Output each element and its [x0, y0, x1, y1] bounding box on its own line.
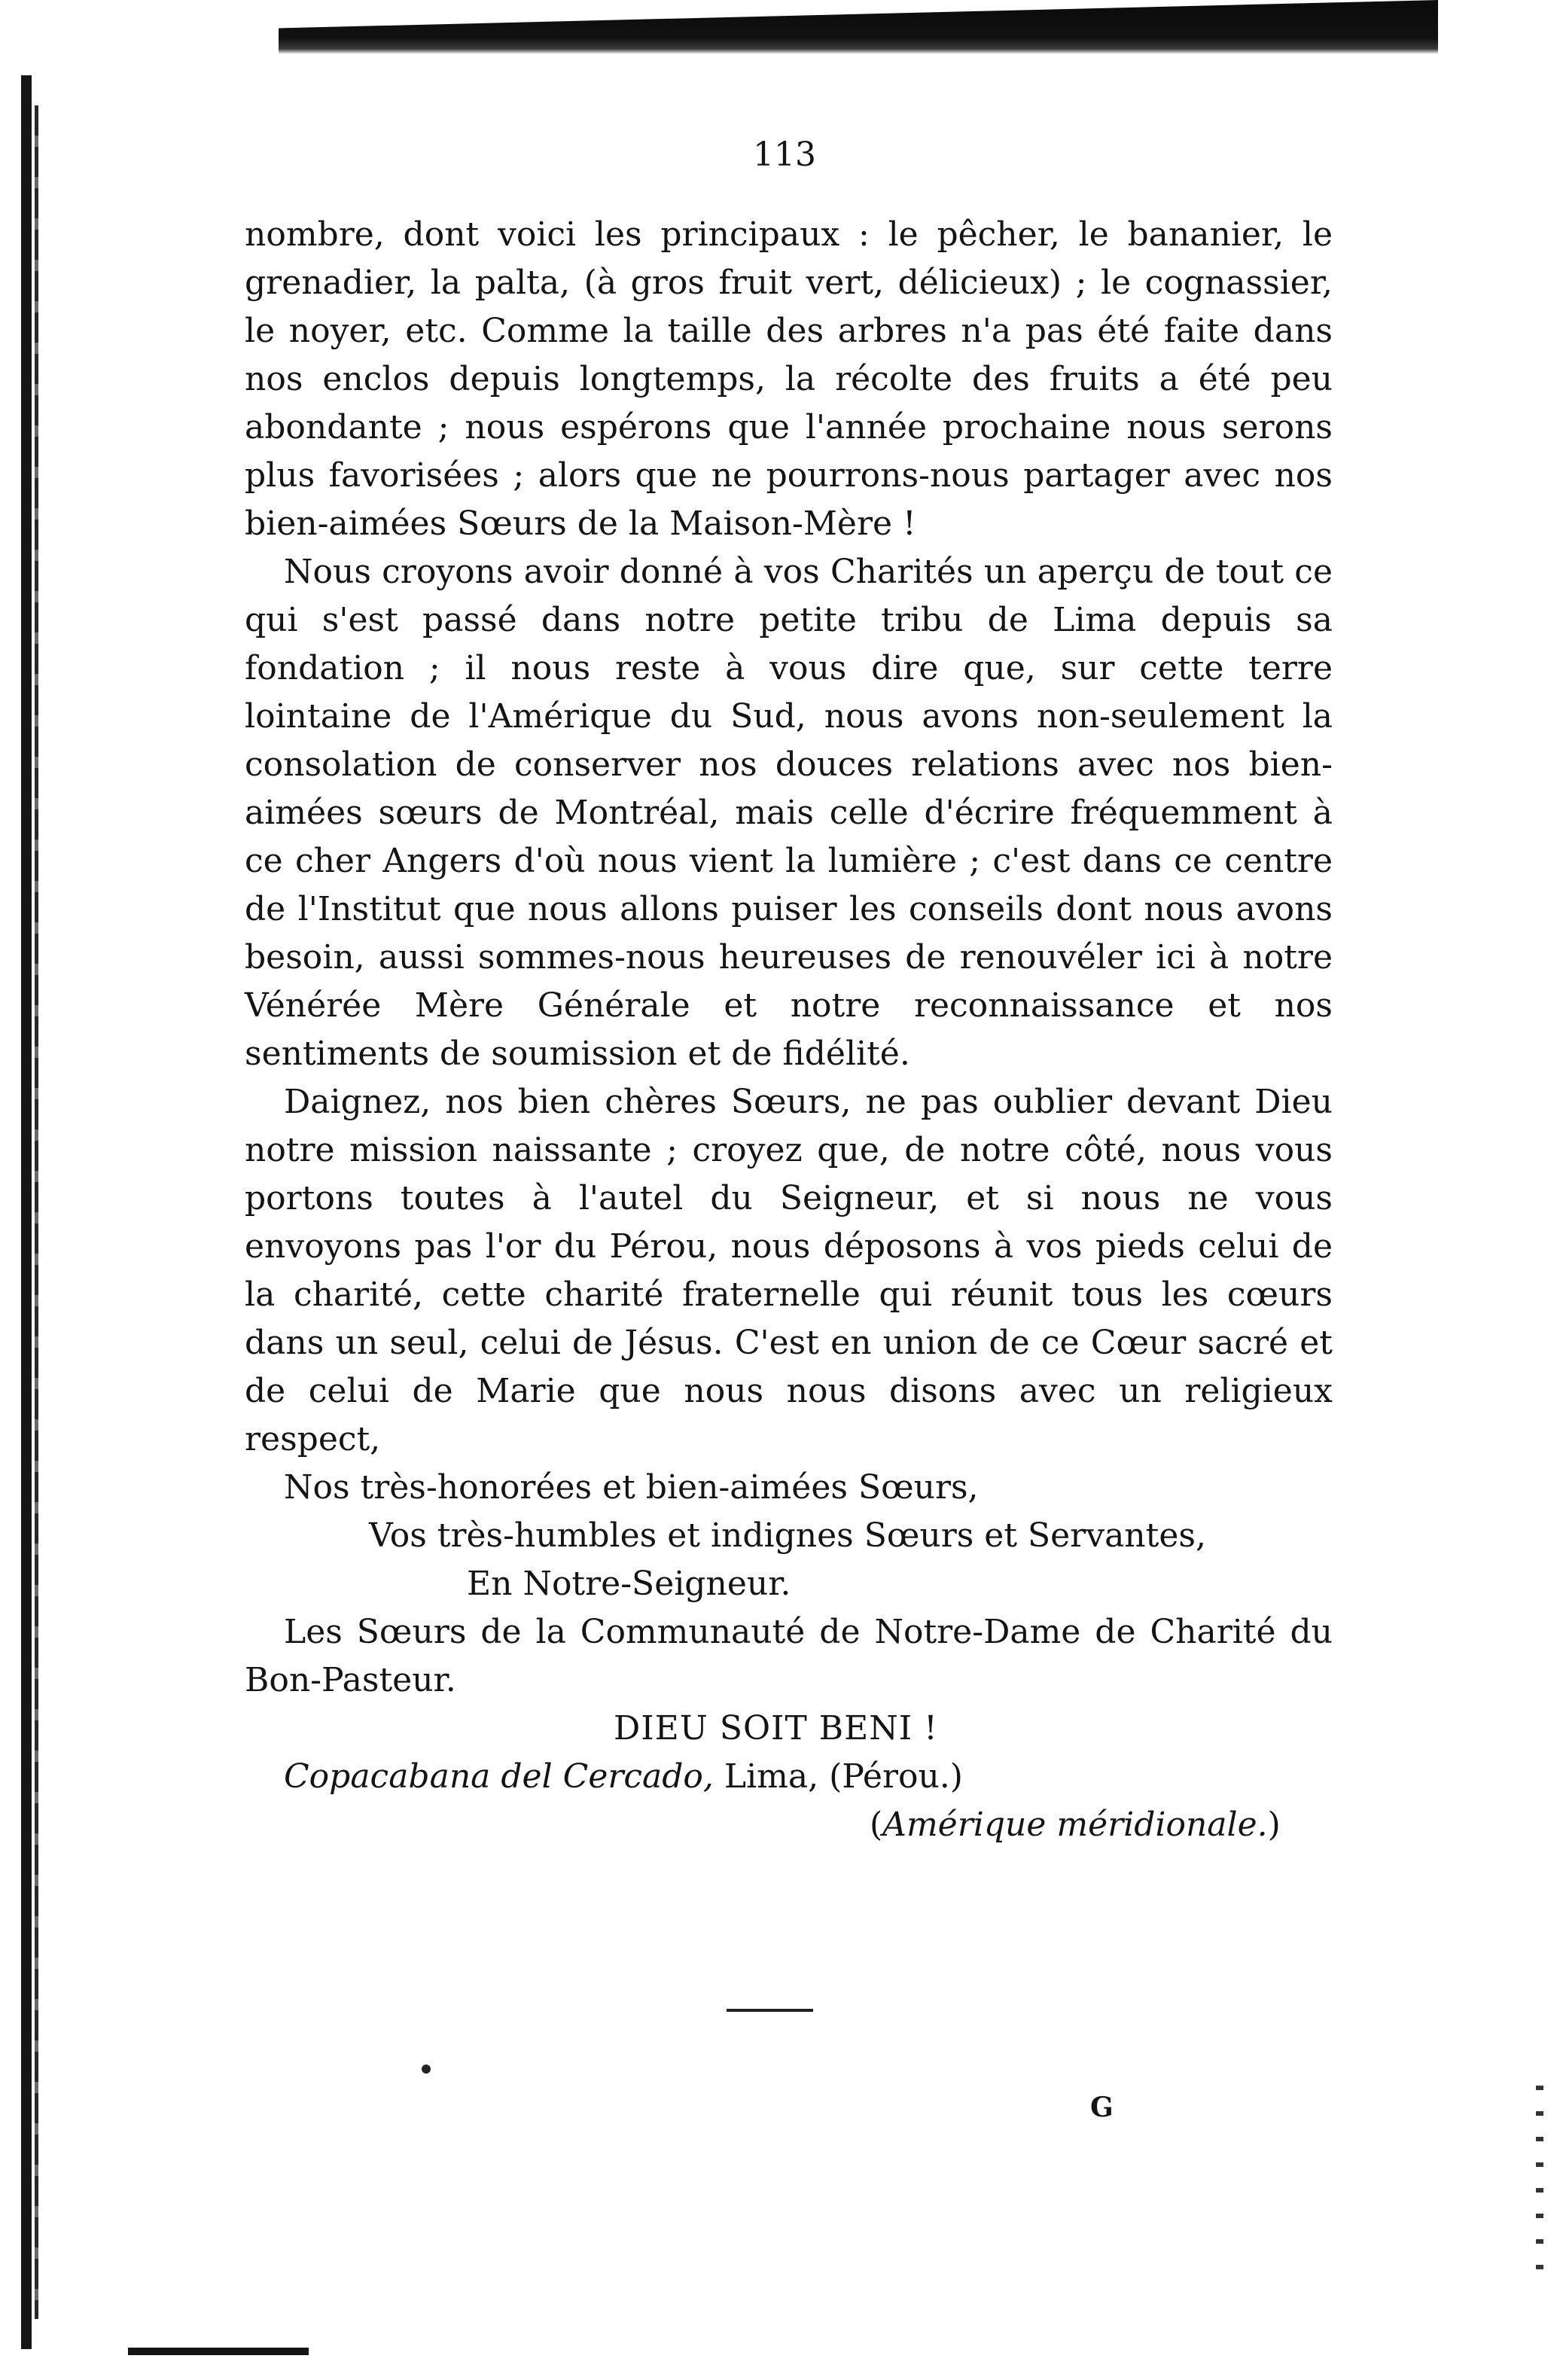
scan-border-left-inner	[35, 105, 38, 2319]
region-name-italic: Amérique méridionale.	[882, 1806, 1268, 1844]
scan-border-left	[21, 75, 32, 2349]
ink-dot	[422, 2065, 431, 2074]
page-number: 113	[753, 136, 816, 174]
scan-border-bottom	[128, 2348, 309, 2355]
closing-signature: Les Sœurs de la Communauté de Notre-Dame de Charité du Bon-Pasteur.	[245, 1613, 1333, 1699]
paragraph-fruit-trees: nombre, dont voici les principaux : le pêcher, le bananier, le grenadier, la palta, (à gros fruit vert, délicieux) ; le cognassier, le noyer, etc. Comme la taille des arbres n'a pas été faite dans nos enclos depuis longtemps, la récolte des fruits a été peu abondante ; nous espérons que l'année prochaine nous serons plus favorisées ; alors que ne pourrons-nous partager avec nos bien-aimées Sœurs de la Maison-Mère !	[245, 215, 1333, 543]
scan-margin-marks	[1536, 2086, 1543, 2281]
place-name-italic: Copacabana del Cercado,	[284, 1757, 714, 1796]
closing-servants-line: Vos très-humbles et indignes Sœurs et Servantes,	[369, 1516, 1206, 1555]
region-open-paren: (	[870, 1806, 883, 1844]
scan-border-top	[279, 0, 1438, 54]
printer-signature-mark: G	[1090, 2092, 1114, 2123]
paragraph-prayer-request: Daignez, nos bien chères Sœurs, ne pas oublier devant Dieu notre mission naissante ; croyez que, de notre côté, nous vous portons toutes à l'autel du Seigneur, et si nous ne vous envoyons pas l'or du Pérou, nous déposons à vos pieds celui de la charité, cette charité fraternelle qui réunit tous les cœurs dans un seul, celui de Jésus. C'est en union de ce Cœur sacré et de celui de Marie que nous nous disons avec un religieux respect,	[245, 1083, 1333, 1458]
closing-salutation: Nos très-honorées et bien-aimées Sœurs,	[284, 1468, 979, 1507]
place-line	[245, 1753, 1333, 1801]
region-close-paren: )	[1267, 1806, 1281, 1844]
paragraph-mission-news: Nous croyons avoir donné à vos Charités un aperçu de tout ce qui s'est passé dans notre petite tribu de Lima depuis sa fondation ; il nous reste à vous dire que, sur cette terre lointaine de l'Amérique du Sud, nous avons non-seulement la consolation de conserver nos douces relations avec nos bien-aimées sœurs de Montréal, mais celle d'écrire fréquemment à ce cher Angers d'où nous vient la lumière ; c'est dans ce centre de l'Institut que nous allons puiser les conseils dont nous avons besoin, aussi sommes-nous heureuses de renouvéler ici à notre Vénérée Mère Générale et notre reconnaissance et nos sentiments de soumission et de fidélité.	[245, 553, 1333, 1073]
end-rule	[727, 2009, 813, 2012]
closing-in-our-lord: En Notre-Seigneur.	[467, 1565, 791, 1603]
page-body	[245, 211, 1333, 1849]
place-name-rest: Lima, (Pérou.)	[713, 1757, 963, 1796]
region-line	[245, 1801, 1333, 1849]
blessing-heading: DIEU SOIT BENI !	[614, 1709, 938, 1748]
